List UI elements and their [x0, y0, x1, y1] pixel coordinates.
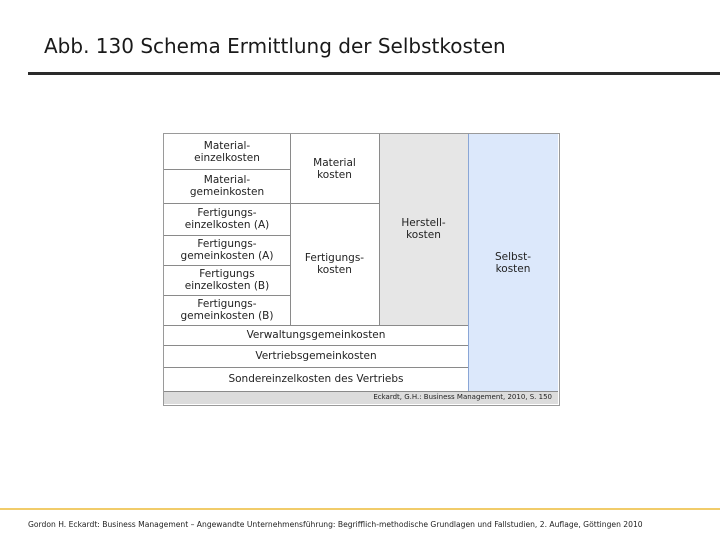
materialkosten: Material kosten	[313, 156, 356, 181]
sondereinzelkosten-vertrieb: Sondereinzelkosten des Vertriebs	[228, 373, 404, 385]
source-bar	[164, 391, 558, 404]
selbstkosten: Selbst- kosten	[494, 250, 532, 275]
slide-title: Abb. 130 Schema Ermittlung der Selbstkosten	[44, 34, 506, 58]
vertriebsgemeinkosten: Vertriebsgemeinkosten	[255, 350, 377, 362]
fertigungs-gemeinkosten-b: Fertigungs- gemeinkosten (B)	[180, 298, 274, 322]
cost-schema-diagram	[163, 133, 560, 406]
fertigungs-einzelkosten-a: Fertigungs- einzelkosten (A)	[184, 207, 270, 231]
material-gemeinkosten: Material- gemeinkosten	[189, 174, 265, 198]
fertigungs-einzelkosten-b: Fertigungs einzelkosten (B)	[184, 268, 270, 292]
material-einzelkosten: Material- einzelkosten	[194, 139, 260, 164]
fertigungs-gemeinkosten-a: Fertigungs- gemeinkosten (A)	[180, 238, 274, 262]
fertigungskosten: Fertigungs- kosten	[304, 252, 365, 276]
footer-rule	[0, 508, 720, 510]
verwaltungsgemeinkosten: Verwaltungsgemeinkosten	[246, 329, 386, 341]
source-citation: Eckardt, G.H.: Business Management, 2010, S. 150	[373, 393, 552, 401]
title-rule	[28, 72, 720, 75]
footer-citation: Gordon H. Eckardt: Business Management – Angewandte Unternehmensführung: Begrifflich-methodische Grundlagen und Fallstudien, 2. Auflage, Göttingen 2010	[28, 520, 643, 529]
herstellkosten: Herstell- kosten	[401, 216, 446, 241]
